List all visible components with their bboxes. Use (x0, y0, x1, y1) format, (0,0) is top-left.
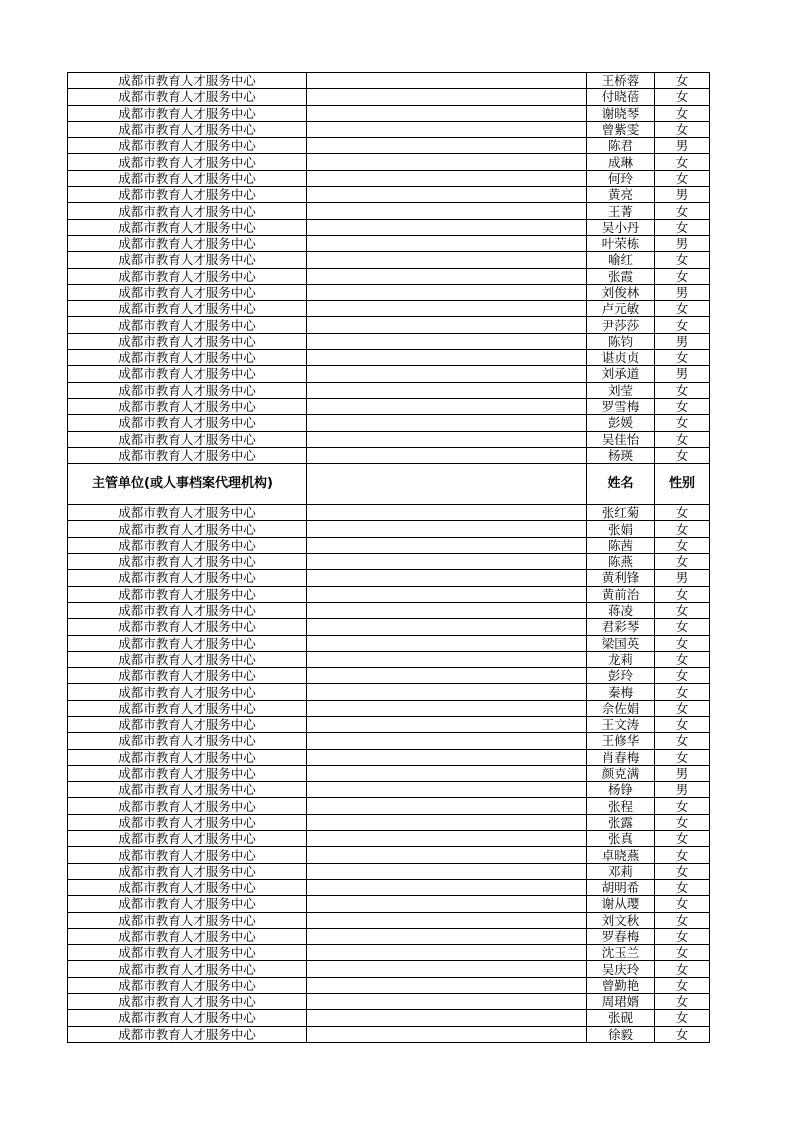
blank-cell (307, 798, 587, 814)
name-cell: 黄亮 (587, 187, 655, 203)
table-row (68, 333, 710, 349)
gender-cell: 女 (655, 105, 710, 121)
name-cell: 龙莉 (587, 651, 655, 667)
blank-cell (307, 333, 587, 349)
blank-cell (307, 252, 587, 268)
gender-cell: 男 (655, 765, 710, 781)
unit-cell: 成都市教育人才服务中心 (68, 879, 307, 895)
name-cell: 杨瑛 (587, 447, 655, 463)
table-row (68, 415, 710, 431)
name-cell: 付晓蓓 (587, 89, 655, 105)
table-row (68, 733, 710, 749)
gender-cell: 女 (655, 879, 710, 895)
blank-cell (307, 765, 587, 781)
blank-cell (307, 268, 587, 284)
gender-cell: 女 (655, 170, 710, 186)
table-row (68, 716, 710, 732)
gender-cell: 女 (655, 716, 710, 732)
name-cell: 陈茜 (587, 537, 655, 553)
unit-cell: 成都市教育人才服务中心 (68, 684, 307, 700)
table-row (68, 782, 710, 798)
unit-cell: 成都市教育人才服务中心 (68, 831, 307, 847)
table-row (68, 105, 710, 121)
unit-cell: 成都市教育人才服务中心 (68, 366, 307, 382)
table-row (68, 89, 710, 105)
blank-cell (307, 505, 587, 521)
gender-cell: 女 (655, 684, 710, 700)
gender-cell: 女 (655, 847, 710, 863)
blank-cell (307, 89, 587, 105)
unit-cell: 成都市教育人才服务中心 (68, 668, 307, 684)
gender-cell: 女 (655, 268, 710, 284)
table-row (68, 586, 710, 602)
name-cell: 王修华 (587, 733, 655, 749)
name-cell: 谢晓琴 (587, 105, 655, 121)
unit-cell: 成都市教育人才服务中心 (68, 268, 307, 284)
blank-cell (307, 350, 587, 366)
name-cell: 梁国英 (587, 635, 655, 651)
table-row (68, 505, 710, 521)
table-row (68, 570, 710, 586)
unit-cell: 成都市教育人才服务中心 (68, 651, 307, 667)
name-cell: 蒋凌 (587, 602, 655, 618)
blank-cell (307, 284, 587, 300)
unit-cell: 成都市教育人才服务中心 (68, 977, 307, 993)
name-cell: 吴佳怡 (587, 431, 655, 447)
unit-cell: 成都市教育人才服务中心 (68, 782, 307, 798)
name-cell: 谢从璎 (587, 896, 655, 912)
gender-cell: 女 (655, 252, 710, 268)
unit-cell: 成都市教育人才服务中心 (68, 863, 307, 879)
name-cell: 黄前治 (587, 586, 655, 602)
gender-cell: 女 (655, 977, 710, 993)
unit-cell: 成都市教育人才服务中心 (68, 554, 307, 570)
table-row (68, 121, 710, 137)
gender-cell: 女 (655, 586, 710, 602)
name-cell: 君彩琴 (587, 619, 655, 635)
unit-cell: 成都市教育人才服务中心 (68, 350, 307, 366)
blank-cell (307, 398, 587, 414)
table-row (68, 235, 710, 251)
blank-cell (307, 847, 587, 863)
gender-cell: 女 (655, 700, 710, 716)
gender-cell: 女 (655, 814, 710, 830)
table-row (68, 945, 710, 961)
table-row (68, 219, 710, 235)
table-row (68, 284, 710, 300)
blank-cell (307, 366, 587, 382)
roster-section-1 (68, 73, 710, 464)
unit-cell: 成都市教育人才服务中心 (68, 252, 307, 268)
table-row (68, 366, 710, 382)
name-cell: 刘文秋 (587, 912, 655, 928)
gender-cell: 女 (655, 521, 710, 537)
name-cell: 吴小丹 (587, 219, 655, 235)
table-row (68, 994, 710, 1010)
table-row (68, 896, 710, 912)
table-row (68, 521, 710, 537)
blank-cell (307, 945, 587, 961)
unit-cell: 成都市教育人才服务中心 (68, 602, 307, 618)
unit-cell: 成都市教育人才服务中心 (68, 749, 307, 765)
table-row (68, 447, 710, 463)
unit-cell: 成都市教育人才服务中心 (68, 170, 307, 186)
blank-cell (307, 651, 587, 667)
gender-cell: 女 (655, 961, 710, 977)
blank-cell (307, 447, 587, 463)
unit-cell: 成都市教育人才服务中心 (68, 586, 307, 602)
gender-cell: 女 (655, 1010, 710, 1026)
table-row (68, 879, 710, 895)
name-cell: 王文涛 (587, 716, 655, 732)
gender-cell: 女 (655, 912, 710, 928)
blank-cell (307, 879, 587, 895)
name-cell: 叶荣栋 (587, 235, 655, 251)
gender-cell: 男 (655, 138, 710, 154)
gender-cell: 女 (655, 73, 710, 89)
gender-cell: 女 (655, 668, 710, 684)
blank-cell (307, 831, 587, 847)
name-cell: 曾紫雯 (587, 121, 655, 137)
name-cell: 刘承道 (587, 366, 655, 382)
name-cell: 颜克满 (587, 765, 655, 781)
table-row (68, 154, 710, 170)
unit-cell: 成都市教育人才服务中心 (68, 333, 307, 349)
gender-cell: 女 (655, 651, 710, 667)
unit-cell: 成都市教育人才服务中心 (68, 219, 307, 235)
unit-cell: 成都市教育人才服务中心 (68, 154, 307, 170)
gender-cell: 男 (655, 333, 710, 349)
blank-cell (307, 203, 587, 219)
gender-cell: 女 (655, 431, 710, 447)
table-row (68, 912, 710, 928)
blank-cell (307, 570, 587, 586)
name-cell: 卢元敏 (587, 301, 655, 317)
blank-cell (307, 961, 587, 977)
blank-cell (307, 700, 587, 716)
name-cell: 罗春梅 (587, 928, 655, 944)
name-cell: 王桥蓉 (587, 73, 655, 89)
blank-cell (307, 668, 587, 684)
table-row (68, 252, 710, 268)
blank-cell (307, 235, 587, 251)
unit-cell: 成都市教育人才服务中心 (68, 415, 307, 431)
table-row (68, 350, 710, 366)
header-section (68, 464, 710, 505)
name-cell: 佘佐娟 (587, 700, 655, 716)
table-row (68, 317, 710, 333)
table-row (68, 187, 710, 203)
blank-cell (307, 317, 587, 333)
unit-cell: 成都市教育人才服务中心 (68, 961, 307, 977)
header-unit: 主管单位(或人事档案代理机构) (68, 464, 307, 505)
gender-cell: 男 (655, 187, 710, 203)
table-row (68, 961, 710, 977)
table-row (68, 651, 710, 667)
gender-cell: 女 (655, 398, 710, 414)
header-name: 姓名 (587, 464, 655, 505)
blank-cell (307, 121, 587, 137)
gender-cell: 女 (655, 798, 710, 814)
name-cell: 邓莉 (587, 863, 655, 879)
name-cell: 卓晓燕 (587, 847, 655, 863)
table-row (68, 831, 710, 847)
gender-cell: 女 (655, 831, 710, 847)
table-row (68, 1010, 710, 1026)
table-row (68, 138, 710, 154)
name-cell: 张霞 (587, 268, 655, 284)
unit-cell: 成都市教育人才服务中心 (68, 89, 307, 105)
gender-cell: 女 (655, 896, 710, 912)
gender-cell: 女 (655, 89, 710, 105)
gender-cell: 女 (655, 219, 710, 235)
unit-cell: 成都市教育人才服务中心 (68, 521, 307, 537)
gender-cell: 女 (655, 635, 710, 651)
blank-cell (307, 105, 587, 121)
unit-cell: 成都市教育人才服务中心 (68, 896, 307, 912)
name-cell: 张娟 (587, 521, 655, 537)
name-cell: 张程 (587, 798, 655, 814)
blank-cell (307, 994, 587, 1010)
unit-cell: 成都市教育人才服务中心 (68, 570, 307, 586)
name-cell: 成琳 (587, 154, 655, 170)
table-row (68, 1026, 710, 1042)
table-row (68, 814, 710, 830)
header-blank (307, 464, 587, 505)
name-cell: 刘莹 (587, 382, 655, 398)
gender-cell: 女 (655, 602, 710, 618)
table-row (68, 847, 710, 863)
blank-cell (307, 219, 587, 235)
gender-cell: 女 (655, 994, 710, 1010)
table-row (68, 700, 710, 716)
gender-cell: 男 (655, 570, 710, 586)
unit-cell: 成都市教育人才服务中心 (68, 619, 307, 635)
table-row (68, 431, 710, 447)
name-cell: 张红菊 (587, 505, 655, 521)
blank-cell (307, 138, 587, 154)
gender-cell: 女 (655, 619, 710, 635)
name-cell: 吴庆玲 (587, 961, 655, 977)
unit-cell: 成都市教育人才服务中心 (68, 765, 307, 781)
unit-cell: 成都市教育人才服务中心 (68, 1026, 307, 1042)
blank-cell (307, 749, 587, 765)
gender-cell: 女 (655, 505, 710, 521)
unit-cell: 成都市教育人才服务中心 (68, 447, 307, 463)
name-cell: 陈燕 (587, 554, 655, 570)
table-row (68, 203, 710, 219)
gender-cell: 女 (655, 317, 710, 333)
name-cell: 彭玲 (587, 668, 655, 684)
header-gender: 性别 (655, 464, 710, 505)
blank-cell (307, 602, 587, 618)
blank-cell (307, 733, 587, 749)
table-row (68, 619, 710, 635)
gender-cell: 女 (655, 382, 710, 398)
gender-cell: 女 (655, 415, 710, 431)
blank-cell (307, 187, 587, 203)
blank-cell (307, 814, 587, 830)
blank-cell (307, 382, 587, 398)
name-cell: 喻红 (587, 252, 655, 268)
blank-cell (307, 586, 587, 602)
blank-cell (307, 635, 587, 651)
gender-cell: 女 (655, 749, 710, 765)
name-cell: 徐毅 (587, 1026, 655, 1042)
unit-cell: 成都市教育人才服务中心 (68, 73, 307, 89)
table-row (68, 73, 710, 89)
table-row (68, 382, 710, 398)
unit-cell: 成都市教育人才服务中心 (68, 121, 307, 137)
gender-cell: 女 (655, 537, 710, 553)
name-cell: 沈玉兰 (587, 945, 655, 961)
blank-cell (307, 716, 587, 732)
blank-cell (307, 684, 587, 700)
name-cell: 周珺婿 (587, 994, 655, 1010)
table-row (68, 398, 710, 414)
table-row (68, 635, 710, 651)
table-row (68, 765, 710, 781)
gender-cell: 女 (655, 1026, 710, 1042)
name-cell: 陈君 (587, 138, 655, 154)
unit-cell: 成都市教育人才服务中心 (68, 398, 307, 414)
name-cell: 尹莎莎 (587, 317, 655, 333)
unit-cell: 成都市教育人才服务中心 (68, 382, 307, 398)
unit-cell: 成都市教育人才服务中心 (68, 284, 307, 300)
unit-cell: 成都市教育人才服务中心 (68, 945, 307, 961)
unit-cell: 成都市教育人才服务中心 (68, 733, 307, 749)
roster-table (67, 72, 710, 1043)
blank-cell (307, 537, 587, 553)
unit-cell: 成都市教育人才服务中心 (68, 187, 307, 203)
unit-cell: 成都市教育人才服务中心 (68, 537, 307, 553)
unit-cell: 成都市教育人才服务中心 (68, 716, 307, 732)
gender-cell: 女 (655, 554, 710, 570)
name-cell: 杨铮 (587, 782, 655, 798)
blank-cell (307, 928, 587, 944)
table-row (68, 537, 710, 553)
roster-section-2 (68, 505, 710, 1043)
name-cell: 黄利锋 (587, 570, 655, 586)
gender-cell: 女 (655, 863, 710, 879)
unit-cell: 成都市教育人才服务中心 (68, 505, 307, 521)
unit-cell: 成都市教育人才服务中心 (68, 105, 307, 121)
name-cell: 张露 (587, 814, 655, 830)
unit-cell: 成都市教育人才服务中心 (68, 700, 307, 716)
unit-cell: 成都市教育人才服务中心 (68, 814, 307, 830)
unit-cell: 成都市教育人才服务中心 (68, 235, 307, 251)
blank-cell (307, 554, 587, 570)
table-row (68, 170, 710, 186)
gender-cell: 女 (655, 733, 710, 749)
table-row (68, 602, 710, 618)
blank-cell (307, 431, 587, 447)
unit-cell: 成都市教育人才服务中心 (68, 203, 307, 219)
name-cell: 陈钧 (587, 333, 655, 349)
gender-cell: 女 (655, 301, 710, 317)
table-row (68, 928, 710, 944)
blank-cell (307, 170, 587, 186)
blank-cell (307, 1010, 587, 1026)
gender-cell: 女 (655, 945, 710, 961)
table-row (68, 668, 710, 684)
blank-cell (307, 1026, 587, 1042)
gender-cell: 男 (655, 284, 710, 300)
blank-cell (307, 154, 587, 170)
blank-cell (307, 73, 587, 89)
blank-cell (307, 896, 587, 912)
blank-cell (307, 782, 587, 798)
blank-cell (307, 415, 587, 431)
unit-cell: 成都市教育人才服务中心 (68, 317, 307, 333)
unit-cell: 成都市教育人才服务中心 (68, 994, 307, 1010)
blank-cell (307, 619, 587, 635)
unit-cell: 成都市教育人才服务中心 (68, 912, 307, 928)
table-row (68, 301, 710, 317)
name-cell: 秦梅 (587, 684, 655, 700)
unit-cell: 成都市教育人才服务中心 (68, 138, 307, 154)
unit-cell: 成都市教育人才服务中心 (68, 847, 307, 863)
gender-cell: 女 (655, 447, 710, 463)
gender-cell: 男 (655, 235, 710, 251)
unit-cell: 成都市教育人才服务中心 (68, 928, 307, 944)
blank-cell (307, 912, 587, 928)
name-cell: 何玲 (587, 170, 655, 186)
name-cell: 罗雪梅 (587, 398, 655, 414)
gender-cell: 女 (655, 154, 710, 170)
unit-cell: 成都市教育人才服务中心 (68, 431, 307, 447)
table-row (68, 684, 710, 700)
header-row (68, 464, 710, 505)
gender-cell: 女 (655, 203, 710, 219)
blank-cell (307, 977, 587, 993)
table-row (68, 268, 710, 284)
unit-cell: 成都市教育人才服务中心 (68, 301, 307, 317)
unit-cell: 成都市教育人才服务中心 (68, 635, 307, 651)
table-row (68, 798, 710, 814)
name-cell: 王菁 (587, 203, 655, 219)
blank-cell (307, 521, 587, 537)
gender-cell: 男 (655, 782, 710, 798)
unit-cell: 成都市教育人才服务中心 (68, 798, 307, 814)
name-cell: 肖春梅 (587, 749, 655, 765)
name-cell: 张真 (587, 831, 655, 847)
table-row (68, 749, 710, 765)
name-cell: 胡明希 (587, 879, 655, 895)
blank-cell (307, 301, 587, 317)
name-cell: 张砚 (587, 1010, 655, 1026)
table-row (68, 863, 710, 879)
gender-cell: 女 (655, 350, 710, 366)
unit-cell: 成都市教育人才服务中心 (68, 1010, 307, 1026)
table-row (68, 977, 710, 993)
gender-cell: 女 (655, 121, 710, 137)
gender-cell: 男 (655, 366, 710, 382)
gender-cell: 女 (655, 928, 710, 944)
name-cell: 刘俊林 (587, 284, 655, 300)
name-cell: 谌贞贞 (587, 350, 655, 366)
table-row (68, 554, 710, 570)
name-cell: 彭媛 (587, 415, 655, 431)
name-cell: 曾勤艳 (587, 977, 655, 993)
blank-cell (307, 863, 587, 879)
